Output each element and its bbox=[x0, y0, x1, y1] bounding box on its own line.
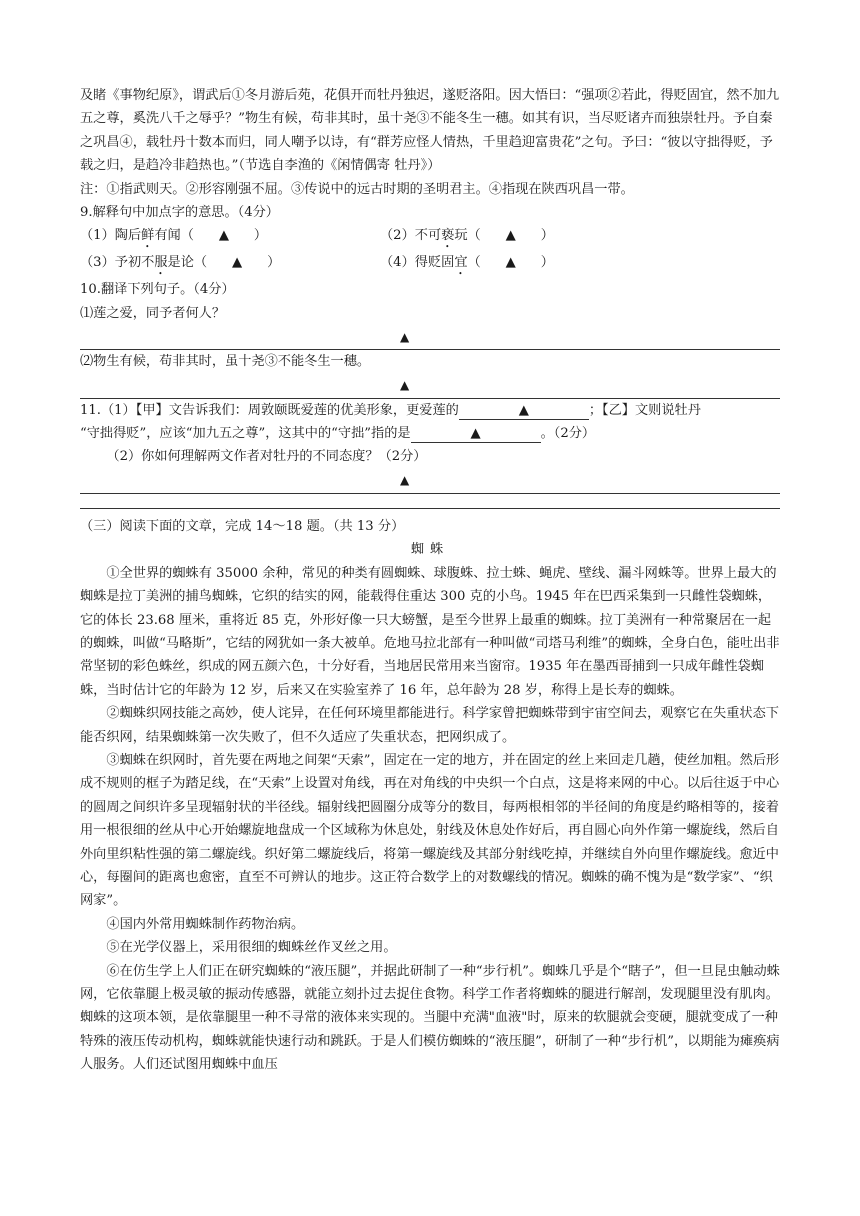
q9-item-3 bbox=[80, 251, 380, 278]
q9-item-text: （1）陶后 bbox=[80, 228, 142, 244]
q11-part2: （2）你如何理解两文作者对牡丹的不同态度？（2分） bbox=[106, 449, 427, 465]
q11-text: ；【乙】文则说牡丹 bbox=[588, 402, 701, 418]
article-paragraph-6: ⑥在仿生学上人们正在研究蜘蛛的“液压腿”，并据此研制了一种“步行机”。蜘蛛几乎是个“瞎子”，但一旦昆虫触动蛛网，它依靠腿上极灵敏的振动传感器，就能立刻扑过去捉住食物。科学工作者将蜘蛛的腿进行解剖，发现腿里没有肌肉。蜘蛛的这项本领，是依靠腿里一种不寻常的液体来实现的。当腿中充满"血液"时，原来的软腿就会变硬，腿就变成了一种特殊的液压传动机构，蜘蛛就能快速行动和跳跃。于是人们模仿蜘蛛的“液压腿”，研制了一种“步行机”，以期能为瘫痪病人服务。人们还试图用蜘蛛中血压 bbox=[80, 963, 780, 1073]
q10-sentence-2: ⑵物生有候，苟非其时，虽十尧③不能冬生一穗。 bbox=[80, 354, 371, 370]
answer-triangle[interactable]: ▲ bbox=[505, 255, 516, 271]
q11-blank-1[interactable]: ▲ bbox=[459, 403, 589, 420]
q9-item-text: 玩（ bbox=[454, 228, 481, 244]
q9-close-paren: ） bbox=[253, 228, 268, 244]
answer-triangle[interactable]: ▲ bbox=[505, 228, 516, 244]
section3-heading: （三）阅读下面的文章，完成 14～18 题。（共 13 分） bbox=[80, 518, 405, 534]
q9-title: 9.解释句中加点字的意思。（4分） bbox=[80, 205, 279, 221]
article-paragraph-1: ①全世界的蜘蛛有 35000 余种，常见的种类有圆蜘蛛、球腹蛛、拉士蛛、蝇虎、壁线、漏斗网蛛等。世界上最大的蜘蛛是拉丁美洲的捕鸟蜘蛛，它织的结实的网，能载得住重达 300 克的小鸟。1945 年在巴西采集到一只雌性袋蜘蛛，它的体长 23.68 厘米，重将近 85 克，外形好像一只大螃蟹，是至今世界上最重的蜘蛛。拉丁美洲有一种常聚居在一起的蜘蛛，叫做“马略斯”，它结的网犹如一条大被单。危地马拉北部有一种叫做“司塔马利维”的蜘蛛，全身白色，能吐出非常坚韧的彩色蛛丝，织成的网五颜六色，十分好看，当地居民常用来当窗帘。1935 年在墨西哥捕到一只成年雌性袋蜘蛛，当时估计它的年龄为 12 岁，后来又在实验室养了 16 年，总年龄为 28 岁，称得上是长寿的蜘蛛。 bbox=[80, 565, 780, 698]
q9-item-text: 有闻（ bbox=[154, 228, 194, 244]
q9-item-1 bbox=[80, 224, 380, 251]
article-paragraph-2: ②蜘蛛织网技能之高妙，使人诧异，在任何环境里都能进行。科学家曾把蜘蛛带到宇宙空间去，观察它在失重状态下能否织网，结果蜘蛛第一次失败了，但不久适应了失重状态，把网织成了。 bbox=[80, 706, 779, 745]
q11-text: “守拙得贬”，应该“加九五之尊”，这其中的“守拙”指的是 bbox=[80, 426, 411, 442]
q10-sentence-1: ⑴莲之爱，同予者何人？ bbox=[80, 305, 226, 321]
q9-item-2 bbox=[380, 224, 680, 251]
q9-item-text: （2）不可 bbox=[380, 228, 442, 244]
q9-item-text: （4）得贬固 bbox=[380, 255, 455, 271]
q11-answer-line[interactable] bbox=[80, 469, 780, 494]
q11-text: 。（2分） bbox=[540, 426, 596, 442]
q10-title: 10.翻译下列句子。（4分） bbox=[80, 282, 235, 298]
q9-close-paren: ） bbox=[267, 255, 281, 271]
classical-text-paragraph: 及睹《事物纪原》，谓武后①冬月游后苑，花俱开而牡丹独迟，遂贬洛阳。因大悟曰：“强项②若此，得贬固宜，然不加九五之尊，奚洗八千之辱乎？”物生有候，苟非其时，虽十尧③不能冬生一穗。如其有识，当尽贬诸卉而独崇牡丹。予自秦之巩昌④，载牡丹十数本而归，同人嘲予以诗，有“群芳应怪人情热，千里趋迎富贵花”之句。予曰：“彼以守拙得贬，予载之归，是趋冷非趋热也。”（节选自李渔的《闲情偶寄 牡丹》） bbox=[80, 88, 780, 174]
q9-row-2 bbox=[80, 251, 780, 278]
article-paragraph-5: ⑤在光学仪器上，采用很细的蜘蛛丝作叉丝之用。 bbox=[106, 940, 397, 956]
q9-item-4 bbox=[380, 251, 680, 278]
q9-row-1 bbox=[80, 224, 780, 251]
q10-answer-line-1[interactable] bbox=[80, 325, 780, 350]
q11-part1 bbox=[80, 399, 780, 422]
q11-text: 11.（1）【甲】文告诉我们：周敦颐既爱莲的优美形象，更爱莲的 bbox=[80, 402, 459, 418]
classical-text-note: 注：①指武则天。②形容刚强不屈。③传说中的远古时期的圣明君主。④指现在陕西巩昌一带。 bbox=[80, 181, 634, 197]
article-title: 蜘蛛 bbox=[410, 542, 450, 558]
exam-page bbox=[80, 84, 780, 1077]
q9-close-paren: ） bbox=[540, 255, 554, 271]
q11-blank-2[interactable]: ▲ bbox=[411, 426, 541, 443]
article-paragraph-4: ④国内外常用蜘蛛制作药物治病。 bbox=[106, 916, 305, 932]
q9-item-text: 是论（ bbox=[167, 255, 208, 271]
dotted-char: 亵 bbox=[441, 228, 455, 244]
answer-triangle[interactable]: ▲ bbox=[218, 228, 229, 244]
q9-item-text: （ bbox=[467, 255, 481, 271]
dotted-char: 鲜 bbox=[141, 228, 155, 244]
answer-triangle: ▲ bbox=[400, 378, 410, 393]
answer-triangle: ▲ bbox=[400, 329, 410, 344]
q10-answer-line-2[interactable] bbox=[80, 374, 780, 399]
answer-triangle[interactable]: ▲ bbox=[232, 255, 243, 271]
q9-item-text: （3）予初不 bbox=[80, 255, 155, 271]
article-paragraph-3: ③蜘蛛在织网时，首先要在两地之间架“天索”，固定在一定的地方，并在固定的丝上来回走几趟，使丝加粗。然后形成不规则的框子为踏足线，在“天索”上设置对角线，再在对角线的中央织一个白点，这是将来网的中心。以后往返于中心的圆周之间织许多呈现辐射状的半径线。辐射线把圆圈分成等分的数目，每两根相邻的半径间的角度是约略相等的，接着用一根很细的丝从中心开始螺旋地盘成一个区域称为休息处，射线及休息处作好后，再自圆心向外作第一螺旋线，然后自外向里织粘性强的第二螺旋线。织好第二螺旋线后，将第一螺旋线及其部分射线吃掉，并继续自外向里作螺旋线。愈近中心，每圈间的距离也愈密，直至不可辨认的地步。这正符合数学上的对数螺线的情况。蜘蛛的确不愧为是“数学家”、“织网家”。 bbox=[80, 752, 780, 909]
dotted-char: 服 bbox=[154, 255, 168, 271]
q11-part1-cont bbox=[80, 422, 780, 445]
dotted-char: 宜 bbox=[454, 255, 468, 271]
q9-close-paren: ） bbox=[540, 228, 554, 244]
q11-answer-line-2[interactable] bbox=[80, 494, 780, 509]
answer-triangle: ▲ bbox=[400, 473, 410, 488]
